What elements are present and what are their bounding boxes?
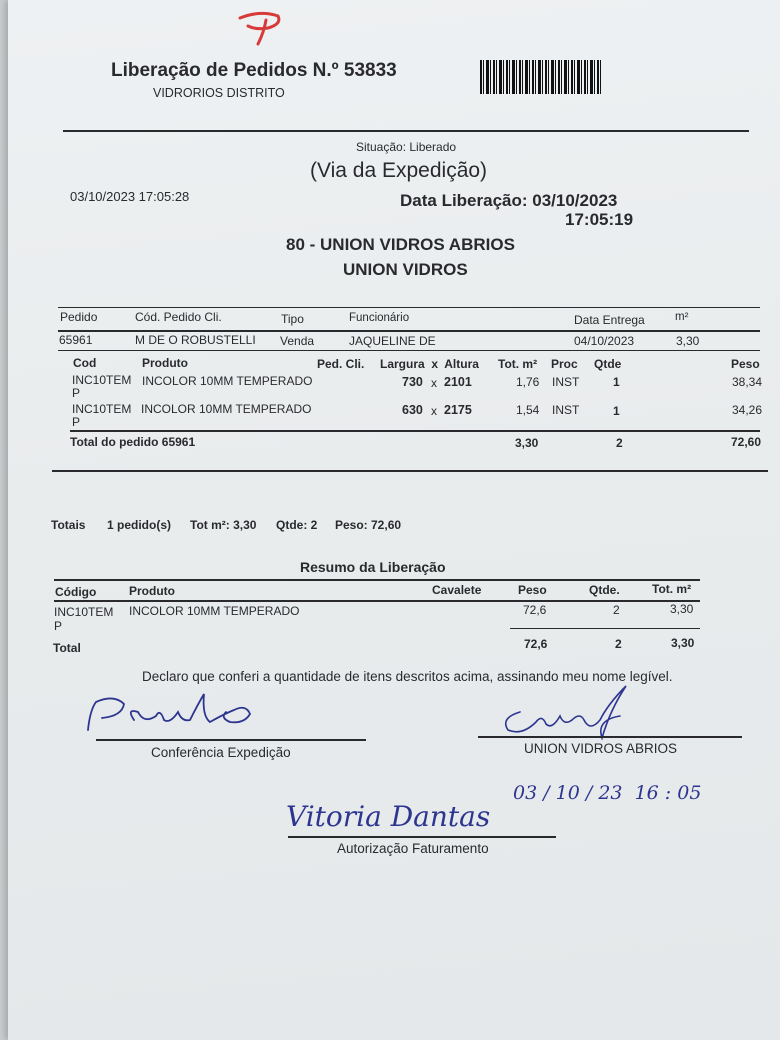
summary-total-peso: 72,6 bbox=[524, 637, 548, 651]
signature-conferencia bbox=[74, 690, 294, 742]
item-cod: INC10TEM bbox=[72, 402, 132, 416]
signature-line bbox=[478, 736, 742, 738]
summary-total-tot-m2: 3,30 bbox=[671, 636, 695, 650]
handwritten-date: 03 / 10 / 23 16 : 05 bbox=[513, 782, 702, 804]
status-text: Situação: Liberado bbox=[356, 140, 457, 154]
summary-codigo-suffix: P bbox=[54, 619, 63, 633]
item-altura: 2101 bbox=[444, 375, 472, 389]
col-header-ped-cli: Ped. Cli. bbox=[317, 357, 365, 371]
divider bbox=[58, 307, 760, 308]
printed-timestamp: 03/10/2023 17:05:28 bbox=[70, 189, 190, 204]
col-header-tot-m2: Tot. m² bbox=[498, 357, 538, 371]
signature-cliente bbox=[490, 680, 640, 744]
item-x: x bbox=[431, 404, 437, 418]
summary-title: Resumo da Liberação bbox=[300, 559, 446, 575]
order-total-m2: 3,30 bbox=[515, 436, 539, 450]
divider bbox=[70, 430, 760, 432]
autorizacao-label: Autorização Faturamento bbox=[337, 841, 489, 856]
col-header-produto: Produto bbox=[142, 356, 188, 370]
via-label: (Via da Expedição) bbox=[310, 159, 488, 182]
document-page bbox=[8, 0, 780, 1040]
item-peso: 34,26 bbox=[732, 403, 763, 417]
order-total-label: Total do pedido 65961 bbox=[70, 435, 196, 449]
signature-autorizacao: Vitoria Dantas bbox=[286, 800, 491, 833]
summary-total-qtde: 2 bbox=[615, 637, 622, 651]
order-tipo: Venda bbox=[280, 334, 315, 348]
divider bbox=[58, 350, 760, 351]
col-header-cod: Cod bbox=[73, 356, 97, 370]
item-altura: 2175 bbox=[444, 403, 472, 417]
item-qtde: 1 bbox=[613, 375, 620, 389]
col-header-data-entrega: Data Entrega bbox=[574, 313, 645, 327]
summary-produto: INCOLOR 10MM TEMPERADO bbox=[129, 604, 300, 618]
summary-col-qtde: Qtde. bbox=[589, 583, 620, 597]
order-pedido: 65961 bbox=[59, 333, 93, 347]
signature-line bbox=[288, 836, 556, 838]
item-tot-m2: 1,54 bbox=[516, 403, 540, 417]
item-largura: 730 bbox=[402, 375, 423, 389]
summary-col-peso: Peso bbox=[518, 583, 547, 597]
item-produto: INCOLOR 10MM TEMPERADO bbox=[142, 374, 313, 388]
totals-label: Totais bbox=[51, 518, 86, 532]
totals-pedidos: 1 pedido(s) bbox=[107, 518, 172, 532]
col-header-funcionario: Funcionário bbox=[349, 312, 410, 324]
summary-col-produto: Produto bbox=[129, 584, 175, 598]
summary-tot-m2: 3,30 bbox=[670, 602, 694, 616]
totals-peso: Peso: 72,60 bbox=[335, 518, 402, 532]
client-name-line2: UNION VIDROS bbox=[343, 260, 468, 279]
summary-codigo: INC10TEM bbox=[54, 605, 114, 619]
summary-col-codigo: Código bbox=[55, 585, 97, 599]
summary-qtde: 2 bbox=[613, 603, 620, 617]
conferencia-label: Conferência Expedição bbox=[151, 745, 291, 760]
col-header-qtde: Qtde bbox=[594, 357, 622, 371]
order-data-entrega: 04/10/2023 bbox=[574, 334, 635, 348]
red-p-mark bbox=[230, 6, 290, 48]
item-qtde: 1 bbox=[613, 404, 620, 418]
summary-col-tot-m2: Tot. m² bbox=[652, 582, 692, 596]
signature-line bbox=[96, 739, 366, 741]
summary-col-cavalete: Cavalete bbox=[432, 583, 482, 597]
item-x: x bbox=[431, 376, 437, 390]
client-name-line1: 80 - UNION VIDROS ABRIOS bbox=[286, 235, 515, 254]
order-m2: 3,30 bbox=[676, 334, 700, 348]
barcode bbox=[480, 60, 602, 94]
totals-m2: Tot m²: 3,30 bbox=[190, 518, 257, 532]
totals-qtde: Qtde: 2 bbox=[276, 518, 318, 532]
col-header-proc: Proc bbox=[551, 357, 578, 371]
item-produto: INCOLOR 10MM TEMPERADO bbox=[141, 402, 312, 416]
document-title: Liberação de Pedidos N.º 53833 bbox=[111, 60, 397, 81]
item-proc: INST bbox=[552, 375, 580, 389]
divider bbox=[63, 130, 749, 132]
col-header-cod-pedido: Cód. Pedido Cli. bbox=[135, 310, 222, 324]
divider bbox=[54, 600, 700, 602]
divider bbox=[58, 330, 760, 332]
order-total-qtde: 2 bbox=[616, 436, 623, 450]
item-largura: 630 bbox=[402, 403, 423, 417]
release-date: Data Liberação: 03/10/2023 bbox=[400, 191, 618, 210]
item-tot-m2: 1,76 bbox=[516, 375, 540, 389]
declaration-text: Declaro que conferi a quantidade de itens descritos acima, assinando meu nome legível. bbox=[142, 669, 673, 684]
release-time: 17:05:19 bbox=[565, 210, 634, 229]
item-cod: INC10TEM bbox=[72, 373, 132, 387]
order-cod-pedido: M DE O ROBUSTELLI bbox=[135, 333, 256, 347]
cliente-label: UNION VIDROS ABRIOS bbox=[524, 741, 678, 756]
divider bbox=[52, 470, 768, 472]
summary-total-label: Total bbox=[53, 641, 81, 655]
item-peso: 38,34 bbox=[732, 375, 763, 389]
company-name: VIDRORIOS DISTRITO bbox=[153, 86, 285, 100]
item-cod-suffix: P bbox=[72, 386, 81, 400]
divider bbox=[54, 579, 700, 581]
summary-peso: 72,6 bbox=[523, 603, 547, 617]
col-header-tipo: Tipo bbox=[281, 312, 304, 326]
order-funcionario: JAQUELINE DE bbox=[349, 334, 436, 348]
col-header-m2: m² bbox=[675, 311, 689, 323]
order-total-peso: 72,60 bbox=[731, 435, 762, 449]
divider bbox=[510, 628, 700, 629]
item-cod-suffix: P bbox=[72, 415, 81, 429]
col-header-peso: Peso bbox=[731, 357, 760, 371]
item-proc: INST bbox=[552, 403, 580, 417]
col-header-pedido: Pedido bbox=[60, 310, 98, 324]
col-header-largura-altura: Largura x Altura bbox=[380, 357, 479, 371]
